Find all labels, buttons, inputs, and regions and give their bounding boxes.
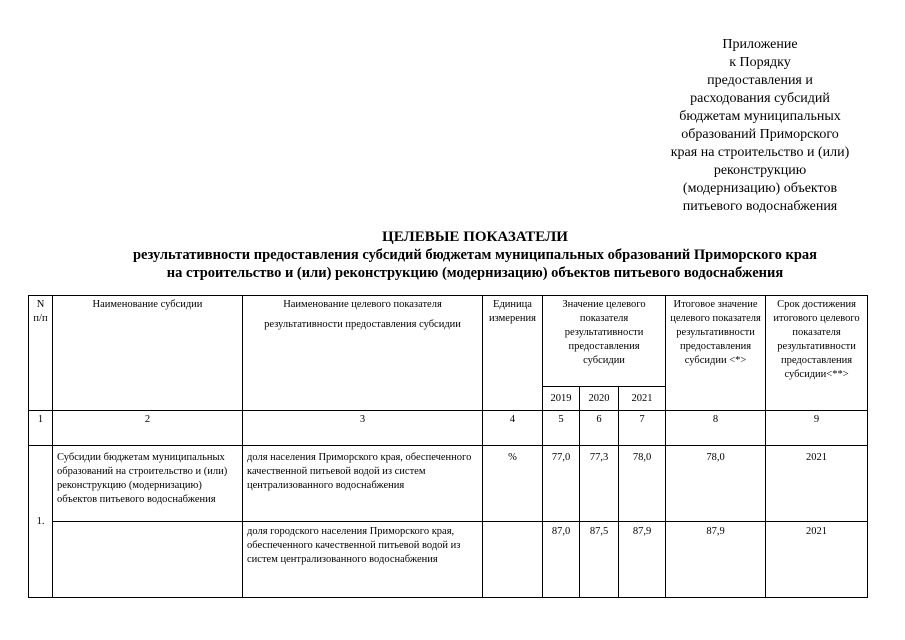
column-numbers-row — [29, 411, 868, 446]
year-2019: 2019 — [543, 387, 580, 411]
row-number: 1. — [29, 446, 53, 598]
appendix-line: расходования субсидий — [690, 91, 830, 106]
appendix-line: питьевого водоснабжения — [682, 199, 838, 214]
unit-value — [483, 522, 543, 598]
header-indicator-line1: Наименование целевого показателя — [283, 299, 442, 310]
column-number: 4 — [483, 411, 543, 446]
header-deadline: Срок достижения итогового целевого показателя результативности предоставления субсидии<**> — [766, 296, 868, 411]
header-num: N п/п — [29, 296, 53, 411]
value-2019: 77,0 — [543, 446, 580, 522]
value-2021: 87,9 — [619, 522, 666, 598]
deadline-value: 2021 — [766, 446, 868, 522]
subsidy-name-empty — [53, 522, 243, 598]
appendix-note — [650, 36, 870, 216]
column-number: 3 — [243, 411, 483, 446]
title-line-3: на строительство и (или) реконструкцию (модернизацию) объектов питьевого водоснабжения — [166, 265, 784, 281]
indicator-name: доля городского населения Приморского края, обеспеченного качественной питьевой водой из систем централизованного водоснабжения — [243, 522, 483, 598]
value-2019: 87,0 — [543, 522, 580, 598]
appendix-line: (модернизацию) объектов — [682, 181, 838, 196]
table-row — [29, 522, 868, 598]
appendix-line: предоставления и — [707, 73, 813, 88]
value-2021: 78,0 — [619, 446, 666, 522]
title-main: ЦЕЛЕВЫЕ ПОКАЗАТЕЛИ — [382, 229, 568, 245]
header-subsidy: Наименование субсидии — [53, 296, 243, 411]
table-row — [29, 446, 868, 522]
column-number: 7 — [619, 411, 666, 446]
column-number: 8 — [666, 411, 766, 446]
column-number: 9 — [766, 411, 868, 446]
column-number: 5 — [543, 411, 580, 446]
title-line-2: результативности предоставления субсидий бюджетам муниципальных образований Приморского края — [132, 247, 818, 263]
value-2020: 77,3 — [580, 446, 619, 522]
header-indicator-line2: результативности предоставления субсидии — [264, 319, 461, 330]
subsidy-name: Субсидии бюджетам муниципальных образований на строительство и (или) реконструкцию (модернизацию) объектов питьевого водоснабжения — [53, 446, 243, 522]
column-number: 2 — [53, 411, 243, 446]
indicator-name: доля населения Приморского края, обеспеченного качественной питьевой водой из систем централизованного водоснабжения — [243, 446, 483, 522]
document-title — [60, 228, 890, 282]
deadline-value: 2021 — [766, 522, 868, 598]
unit-value: % — [483, 446, 543, 522]
year-2021: 2021 — [619, 387, 666, 411]
appendix-line: реконструкцию — [713, 163, 807, 178]
appendix-line: бюджетам муниципальных — [679, 109, 841, 124]
appendix-line: Приложение — [722, 37, 798, 52]
appendix-line: образований Приморского — [681, 127, 839, 142]
header-indicator — [243, 296, 483, 411]
header-final-value: Итоговое значение целевого показателя результативности предоставления субсидии <*> — [666, 296, 766, 411]
appendix-line: к Порядку — [729, 55, 791, 70]
final-value: 78,0 — [666, 446, 766, 522]
column-number: 1 — [29, 411, 53, 446]
indicators-table — [28, 295, 868, 598]
appendix-line: края на строительство и (или) — [670, 145, 850, 160]
year-2020: 2020 — [580, 387, 619, 411]
value-2020: 87,5 — [580, 522, 619, 598]
final-value: 87,9 — [666, 522, 766, 598]
column-number: 6 — [580, 411, 619, 446]
header-row — [29, 296, 868, 387]
header-value: Значение целевого показателя результативности предоставления субсидии — [543, 296, 666, 387]
header-unit: Единица измерения — [483, 296, 543, 411]
